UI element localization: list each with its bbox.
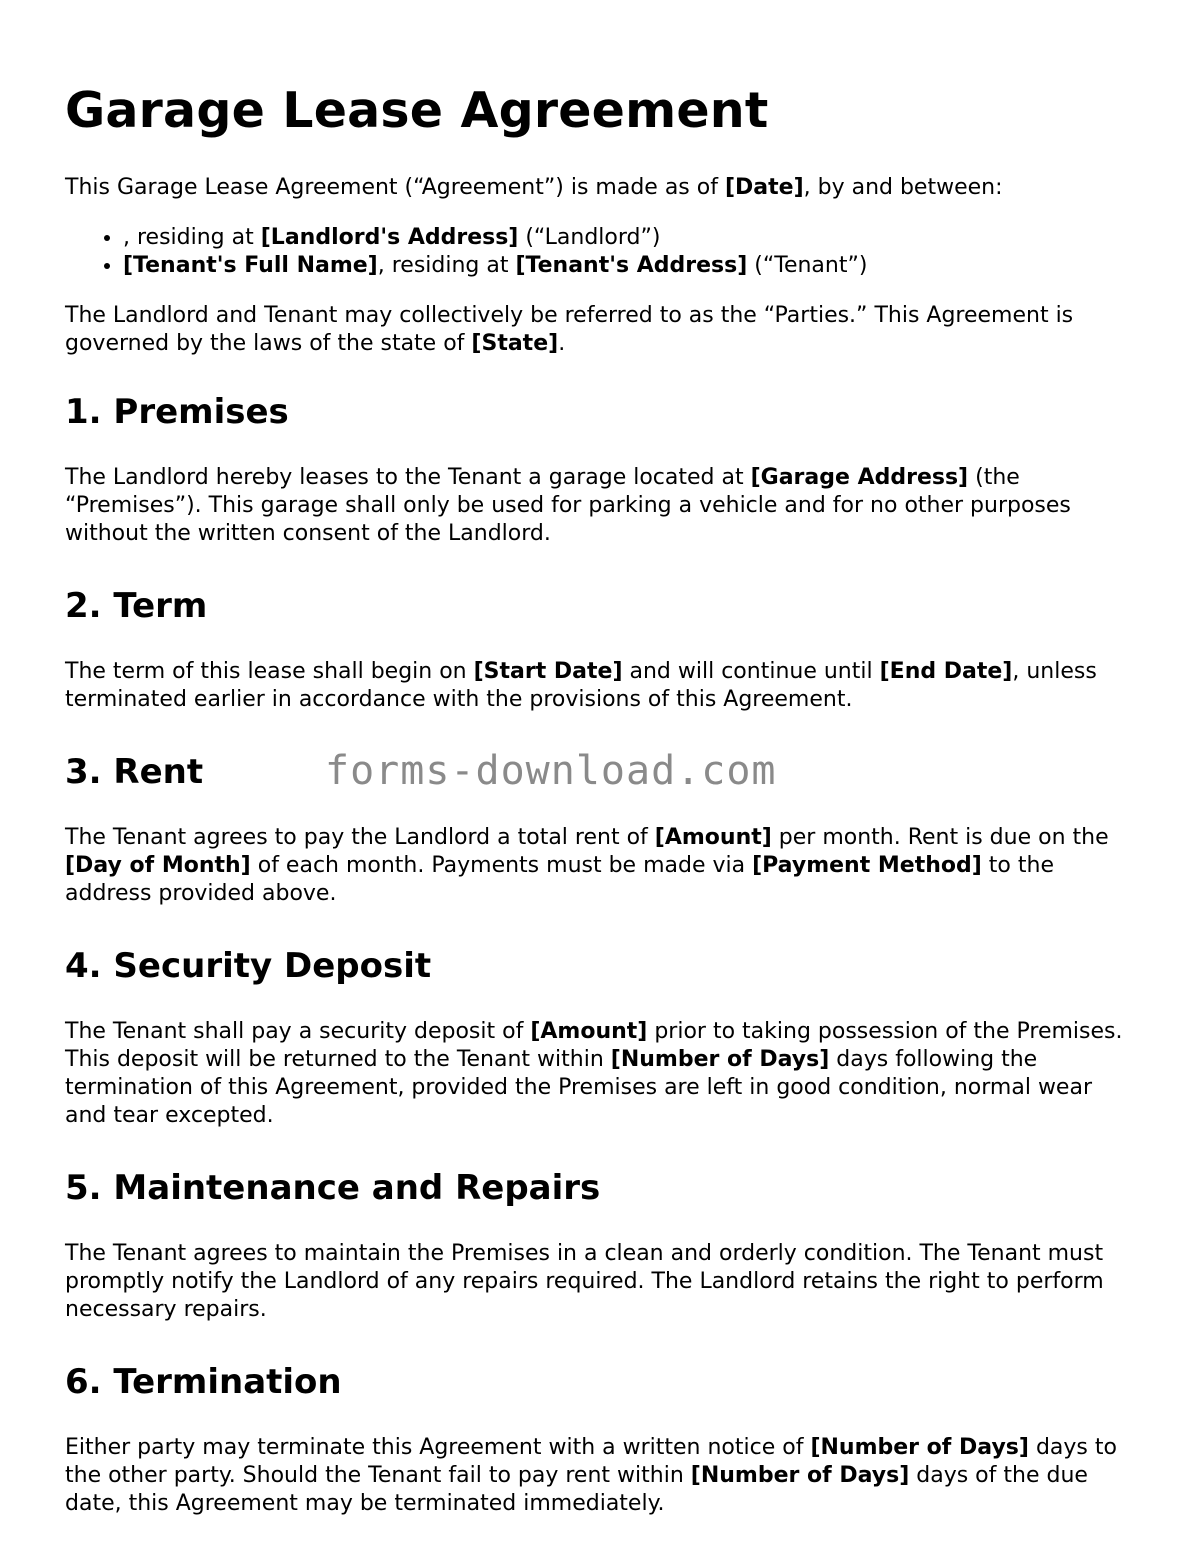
section-body-term: The term of this lease shall begin on [Start Date] and will continue until [End Date], unless terminated earlier in accordance with the provisions of this Agreement. bbox=[65, 659, 1097, 712]
parties-list bbox=[65, 224, 1125, 280]
section-body-maintenance: The Tenant agrees to maintain the Premises in a clean and orderly condition. The Tenant must promptly notify the Landlord of any repairs required. The Landlord retains the right to perform necessary repairs. bbox=[65, 1241, 1104, 1322]
state-placeholder: [State] bbox=[471, 331, 559, 356]
section-body-termination: Either party may terminate this Agreement with a written notice of [Number of Days] days to the other party. Should the Tenant fail to pay rent within [Number of Days] days of the due date, this Agreement may be terminated immediately. bbox=[65, 1435, 1117, 1516]
section-heading-deposit: 4. Security Deposit bbox=[65, 946, 432, 986]
section-heading-rent: 3. Rent bbox=[65, 752, 204, 792]
section-body-deposit: The Tenant shall pay a security deposit of [Amount] prior to taking possession of the Premises. This deposit will be returned to the Tenant within [Number of Days] days following the termination of this Agreement, provided the Premises are left in good condition, normal wear and tear excepted. bbox=[65, 1019, 1123, 1128]
section-body-premises: The Landlord hereby leases to the Tenant a garage located at [Garage Address] (the “Premises”). This garage shall only be used for parking a vehicle and for no other purposes without the written consent of the Landlord. bbox=[65, 465, 1071, 546]
list-item: • [Tenant's Full Name], residing at [Tenant's Address] (“Tenant”) bbox=[123, 252, 1125, 280]
document-page bbox=[65, 80, 1125, 1556]
list-item: • , residing at [Landlord's Address] (“Landlord”) bbox=[123, 224, 1125, 252]
section-body-rent: The Tenant agrees to pay the Landlord a total rent of [Amount] per month. Rent is due on the [Day of Month] of each month. Payments must be made via [Payment Method] to the address provided above. bbox=[65, 825, 1109, 906]
section-heading-maintenance: 5. Maintenance and Repairs bbox=[65, 1168, 601, 1208]
watermark: forms-download.com bbox=[325, 748, 777, 794]
tenant-name-placeholder: [Tenant's Full Name] bbox=[123, 253, 378, 278]
landlord-address-placeholder: [Landlord's Address] bbox=[260, 225, 519, 250]
document-title: Garage Lease Agreement bbox=[65, 82, 769, 139]
section-heading-premises: 1. Premises bbox=[65, 392, 289, 432]
parties-paragraph: The Landlord and Tenant may collectively be referred to as the “Parties.” This Agreement is governed by the laws of the state of [State]. bbox=[65, 303, 1074, 356]
date-placeholder: [Date] bbox=[724, 175, 804, 200]
section-heading-termination: 6. Termination bbox=[65, 1362, 342, 1402]
intro-paragraph: This Garage Lease Agreement (“Agreement”) is made as of [Date], by and between: bbox=[65, 175, 1003, 200]
tenant-address-placeholder: [Tenant's Address] bbox=[515, 253, 748, 278]
section-heading-term: 2. Term bbox=[65, 586, 208, 626]
